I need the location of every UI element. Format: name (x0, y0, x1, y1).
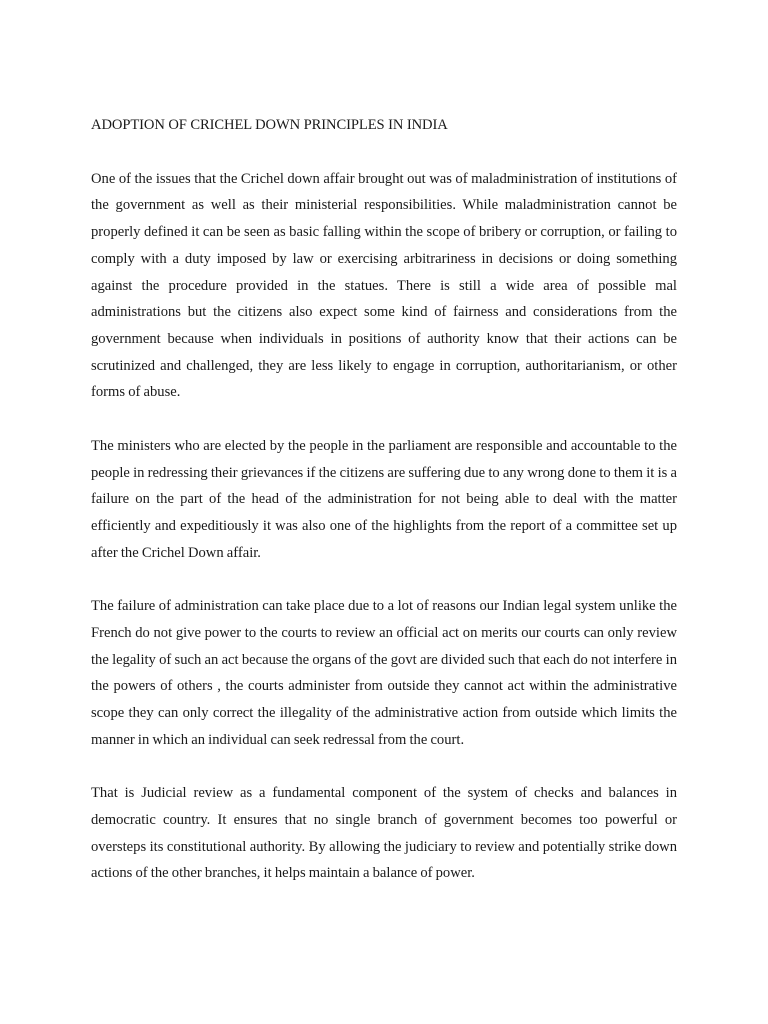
paragraph-1: One of the issues that the Crichel down affair brought out was of maladministration of institutions of the government as well as their ministerial responsibilities. While maladministration cannot be properly defined it can be seen as basic falling within the scope of bribery or corruption, or failing to comply with a duty imposed by law or exercising arbitrariness in decisions or doing something against the procedure provided in the statues. There is still a wide area of possible mal administrations but the citizens also expect some kind of fairness and considerations from the government because when individuals in positions of authority know that their actions can be scrutinized and challenged, they are less likely to engage in corruption, authoritarianism, or other forms of abuse. (91, 170, 677, 401)
document-title: ADOPTION OF CRICHEL DOWN PRINCIPLES IN INDIA (91, 117, 448, 133)
document-body (91, 112, 677, 914)
paragraph-2: The ministers who are elected by the people in the parliament are responsible and accountable to the people in redressing their grievances if the citizens are suffering due to any wrong done to them it is a failure on the part of the head of the administration for not being able to deal with the matter efficiently and expeditiously it was also one of the highlights from the report of a committee set up after the Crichel Down affair. (91, 437, 677, 561)
paragraph-3: The failure of administration can take place due to a lot of reasons our Indian legal system unlike the French do not give power to the courts to review an official act on merits our courts can only review the legality of such an act because the organs of the govt are divided such that each do not interfere in the powers of others , the courts administer from outside they cannot act within the administrative scope they can only correct the illegality of the administrative action from outside which limits the manner in which an individual can seek redressal from the court. (91, 598, 677, 748)
paragraph-4: That is Judicial review as a fundamental component of the system of checks and balances in democratic country. It ensures that no single branch of government becomes too powerful or oversteps its constitutional authority. By allowing the judiciary to review and potentially strike down actions of the other branches, it helps maintain a balance of power. (91, 785, 677, 882)
